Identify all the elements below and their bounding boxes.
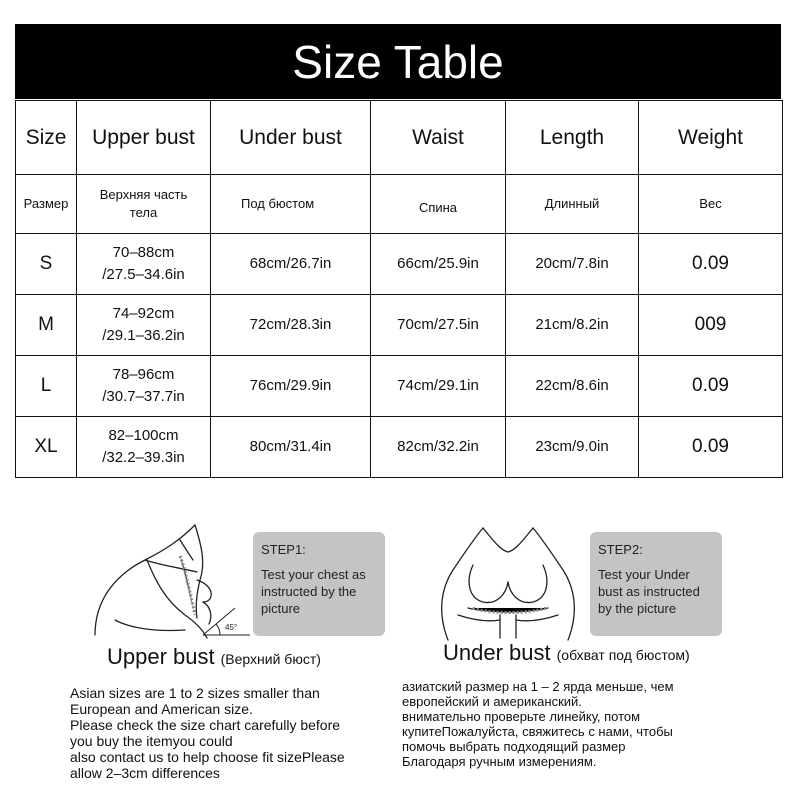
upper-bust-cell [77,234,211,295]
col-header-upper-bust-ru [77,175,211,234]
step2-box [590,532,722,636]
size-table-title: Size Table [15,24,781,99]
size-cell: S [16,234,77,295]
step1-box [253,532,385,636]
upper-bust-figure [85,520,255,645]
under-bust-cell: 80cm/31.4in [211,417,371,478]
header-row [16,101,783,175]
weight-cell: 009 [639,295,783,356]
col-header-size-ru: Размер [16,175,77,234]
upper-bust-cm: 82–100cm [108,427,179,445]
waist-cell: 70cm/27.5in [371,295,506,356]
col-header-waist: Waist [371,101,506,175]
upper-bust-in: /29.1–36.2in [102,327,185,344]
weight-cell: 0.09 [639,417,783,478]
note-line: allow 2–3cm differences [70,765,220,782]
upper-bust-caption [107,644,321,670]
upper-bust-caption-en: Upper bust [107,644,215,669]
length-cell: 23cm/9.0in [506,417,639,478]
table-row [16,356,783,417]
table-row [16,295,783,356]
col-header-length-ru: Длинный [506,175,639,234]
note-line: европейский и американский. [402,693,582,709]
upper-bust-cell [77,417,211,478]
col-header-length: Length [506,101,639,175]
col-header-under-bust: Under bust [211,101,371,175]
under-bust-figure [428,520,588,645]
note-line: European and American size. [70,701,253,718]
upper-bust-cm: 74–92cm [112,305,175,323]
under-bust-cell: 68cm/26.7in [211,234,371,295]
under-bust-caption-en: Under bust [443,640,551,665]
length-cell: 21cm/8.2in [506,295,639,356]
notes-english [70,685,345,782]
upper-bust-in: /30.7–37.7in [102,388,185,405]
size-cell: L [16,356,77,417]
note-line: азиатский размер на 1 – 2 ярда меньше, чем [402,679,674,694]
upper-bust-in: /32.2–39.3in [102,449,185,466]
note-line: also contact us to help choose fit sizePlease [70,749,345,766]
size-cell: XL [16,417,77,478]
upper-bust-cm: 70–88cm [112,244,175,262]
col-header-waist-ru: Спина [371,175,506,234]
table-row [16,234,783,295]
upper-bust-cell [77,356,211,417]
notes-russian [402,680,674,770]
length-cell: 22cm/8.6in [506,356,639,417]
header-row-russian [16,175,783,234]
under-bust-caption [443,640,690,666]
size-cell: M [16,295,77,356]
col-header-size: Size [16,101,77,175]
upper-bust-cm: 78–96cm [112,366,175,384]
note-line: Asian sizes are 1 to 2 sizes smaller than [70,685,320,701]
waist-cell: 74cm/29.1in [371,356,506,417]
note-line: you buy the itemyou could [70,733,233,750]
note-line: купитеПожалуйста, свяжитесь с нами, чтобы [402,723,673,739]
step2-title: STEP2: [598,542,643,557]
step1-text: Test your chest as instructed by the picture [261,566,366,616]
upper-bust-caption-ru: (Верхний бюст) [220,651,321,667]
under-bust-cell: 72cm/28.3in [211,295,371,356]
note-line: помочь выбрать подходящий размер [402,738,626,754]
table-row [16,417,783,478]
note-line: внимательно проверьте линейку, потом [402,708,641,724]
step1-title: STEP1: [261,542,306,557]
under-bust-caption-ru: (обхват под бюстом) [556,647,690,663]
upper-bust-cell [77,295,211,356]
weight-cell: 0.09 [639,234,783,295]
upper-bust-in: /27.5–34.6in [102,266,185,283]
weight-cell: 0.09 [639,356,783,417]
length-cell: 20cm/7.8in [506,234,639,295]
note-line: Please check the size chart carefully before [70,717,341,734]
col-header-weight: Weight [639,101,783,175]
angle-label: 45° [225,623,238,632]
under-bust-cell: 76cm/29.9in [211,356,371,417]
note-line: Благодаря ручным измерениям. [402,753,597,769]
col-header-upper-bust: Upper bust [77,101,211,175]
waist-cell: 66cm/25.9in [371,234,506,295]
size-table [15,100,783,478]
waist-cell: 82cm/32.2in [371,417,506,478]
col-header-under-bust-ru: Под бюстом [211,175,371,234]
step2-text: Test your Under bust as instructed by the picture [598,566,700,616]
col-header-upper-bust-ru-text: Верхняя часть тела [99,187,188,220]
col-header-weight-ru: Вес [639,175,783,234]
